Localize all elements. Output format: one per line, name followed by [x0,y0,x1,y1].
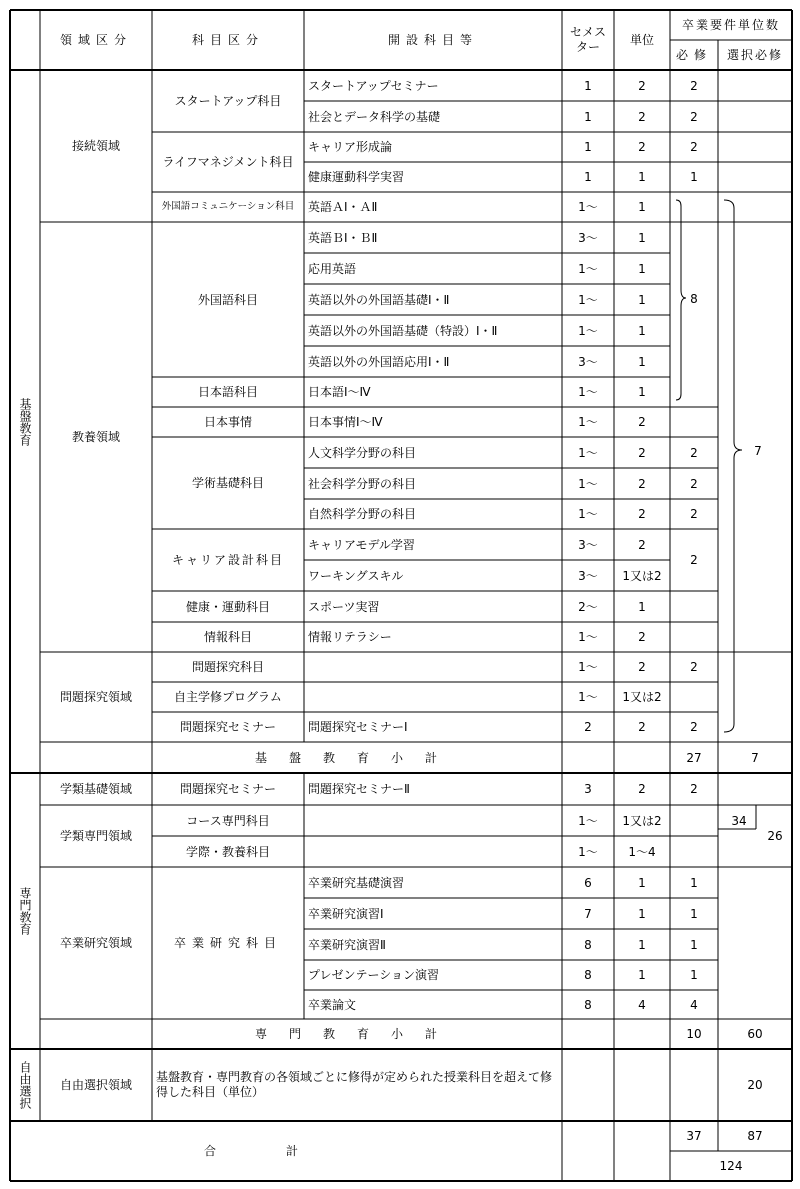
course-name [304,805,566,836]
free-elective-value: 20 [747,1078,763,1092]
units-value: 1 [638,968,646,982]
units-value: 4 [638,997,646,1012]
required-value [670,222,718,253]
units-value: 2 [638,660,646,674]
header-requirement: 卒業要件単位数 [681,18,780,32]
fl-total-value: 8 [690,292,698,306]
basic-subtotal-text: 基盤教育小計 [254,750,459,765]
units-value: 1～4 [628,844,656,859]
course-name: 卒業研究演習Ⅰ [308,906,384,921]
course-name: 卒業論文 [308,997,357,1012]
category-fl: 外国語科目 [197,292,258,307]
total-label [10,1121,562,1181]
units-value: 2 [638,140,646,154]
semester-value: 8 [584,997,592,1012]
semester-value: 1～ [578,660,598,674]
semester-value: 1～ [578,323,598,338]
course-name: 自然科学分野の科目 [308,507,417,521]
course-name: プレゼンテーション演習 [308,968,440,982]
category-inquiry-sem: 問題探究セミナー [179,720,276,734]
total-required: 37 [686,1129,702,1143]
category-health: 健康・運動科目 [185,599,270,614]
course-name: 応用英語 [308,261,357,276]
section-basic: 基盤教育 [18,397,32,446]
area-liberal: 教養領域 [71,430,120,444]
header-required: 必修 [675,48,712,62]
required-value [670,622,718,652]
required-value [670,407,718,437]
units-value: 1又は2 [622,813,662,828]
area-connection: 接続領域 [71,139,120,153]
course-name: 問題探究セミナーⅡ [308,782,410,796]
basic-subtotal-label [152,742,562,773]
semester-value: 3 [584,782,592,796]
header-semester: セメスター [569,25,606,54]
required-value: 2 [690,109,698,124]
category-jp: 日本語科目 [197,385,258,399]
units-value: 1 [638,323,646,338]
units-value: 1 [638,385,646,399]
basic-subtotal-required: 27 [686,750,702,765]
required-value: 1 [690,875,698,890]
required-value: 2 [690,660,698,674]
course-name: キャリアモデル学習 [308,537,415,552]
course-name [304,652,566,682]
category-course-major: コース専門科目 [186,813,270,828]
semester-value: 1～ [578,445,598,460]
category-jpaffairs: 日本事情 [203,415,252,429]
course-name: 情報リテラシー [308,630,392,644]
required-value: 1 [690,968,698,982]
units-value: 1 [638,170,646,184]
semester-value: 1 [584,109,592,124]
units-value: 1 [638,354,646,369]
units-value: 2 [638,507,646,521]
required-value [670,377,718,407]
course-name: キャリア形成論 [308,140,393,154]
semester-value: 1～ [578,415,598,429]
spec-subtotal-text: 専門教育小計 [254,1027,459,1041]
header-elective: 選択必修 [726,48,783,62]
major-elective-value: 34 [731,814,747,828]
category-life: ライフマネジメント科目 [162,155,294,169]
header-course: 開設科目等 [387,33,478,47]
required-value [670,836,718,867]
units-value: 2 [638,630,646,644]
course-name [304,682,566,712]
course-name: スタートアップセミナー [308,78,439,93]
category-startup: スタートアップ科目 [174,94,282,108]
free-description: 基盤教育・専門教育の各領域ごとに修得が定められた授業科目を超えて修得した科目（単位） [156,1070,553,1099]
category-inquiry-sem2: 問題探究セミナー [179,782,276,796]
units-value: 2 [638,476,646,491]
required-value [670,192,718,222]
spec-subtotal-required: 10 [686,1027,702,1041]
units-value: 1 [638,230,646,245]
units-value: 1 [638,906,646,921]
course-name: 健康運動科学実習 [308,170,405,184]
semester-value: 6 [584,875,592,890]
category-inquiry-subj: 問題探究科目 [191,660,264,674]
semester-value: 1 [584,170,592,184]
course-name: 卒業研究基礎演習 [308,875,405,890]
units-value: 1 [638,292,646,307]
course-name: 英語ＡⅠ・ＡⅡ [308,200,378,214]
category-selfstudy: 自主学修プログラム [174,690,282,704]
semester-value: 8 [584,968,592,982]
semester-value: 1～ [578,200,598,214]
course-name: 問題探究セミナーⅠ [308,720,408,734]
semester-value: 1～ [578,385,598,399]
required-value [670,315,718,346]
semester-value: 1～ [578,507,598,521]
semester-value: 1 [584,140,592,154]
spec-subtotal-label [152,1019,562,1049]
required-value: 2 [690,720,698,734]
area-faculty-basic: 学類基礎領域 [59,782,132,796]
units-value: 1 [638,599,646,614]
units-value: 1 [638,200,646,214]
required-value: 2 [690,507,698,521]
course-name: 英語以外の外国語基礎（特設）Ⅰ・Ⅱ [308,323,498,338]
required-value [670,253,718,284]
semester-value: 3～ [578,354,598,369]
course-name: 社会とデータ科学の基礎 [308,109,441,124]
units-value: 1又は2 [622,690,662,704]
units-value: 2 [638,78,646,93]
course-name: 英語以外の外国語基礎Ⅰ・Ⅱ [308,292,450,307]
semester-value: 2 [584,720,592,734]
basic-subtotal-elective: 7 [751,750,759,765]
required-value [670,591,718,622]
units-value: 2 [638,445,646,460]
required-value [670,682,718,712]
header-category: 科目区分 [191,33,264,47]
course-name: 卒業研究演習Ⅱ [308,937,386,952]
required-value: 2 [690,140,698,154]
category-info: 情報科目 [203,630,252,644]
units-value: 1 [638,937,646,952]
units-value: 2 [638,415,646,429]
course-name: 英語ＢⅠ・ＢⅡ [308,230,378,245]
semester-value: 3～ [578,230,598,245]
course-name: 社会科学分野の科目 [308,476,417,491]
units-value: 2 [638,720,646,734]
required-value: 4 [690,997,698,1012]
total-label-text: 合計 [203,1144,368,1158]
category-interdisc: 学際・教養科目 [185,844,270,859]
semester-value: 3～ [578,568,598,583]
semester-value: 1～ [578,292,598,307]
semester-value: 1～ [578,476,598,491]
semester-value: 8 [584,937,592,952]
area-free: 自由選択領域 [59,1078,132,1092]
area-faculty-major: 学類専門領域 [59,829,132,843]
units-value: 2 [638,537,646,552]
semester-value: 1～ [578,813,598,828]
units-value: 1 [638,875,646,890]
required-value: 2 [690,476,698,491]
category-flcomm: 外国語コミュニケーション科目 [161,201,295,212]
required-value: 1 [690,937,698,952]
required-value: 1 [690,170,698,184]
spec-subtotal-elective: 60 [747,1027,763,1041]
course-name: スポーツ実習 [308,599,380,614]
course-name: 日本語Ⅰ～Ⅳ [308,385,371,399]
required-value: 2 [690,78,698,93]
required-value: 1 [690,906,698,921]
area-thesis: 卒業研究領域 [59,936,132,950]
semester-value: 1～ [578,630,598,644]
required-value [670,805,718,836]
units-value: 1又は2 [622,568,662,583]
header-area: 領域区分 [59,33,132,47]
semester-value: 7 [584,906,592,921]
semester-value: 1 [584,78,592,93]
units-value: 1 [638,261,646,276]
required-value: 2 [690,445,698,460]
specialized-elective-value: 26 [767,829,783,843]
category-career: キャリア設計科目 [171,553,284,567]
total-grand: 124 [719,1159,743,1173]
category-thesis: 卒業研究科目 [173,936,282,950]
semester-value: 1～ [578,844,598,859]
course-name: 日本事情Ⅰ～Ⅳ [308,415,383,429]
liberal-elective-value: 7 [754,444,762,458]
header-units: 単位 [629,33,654,47]
units-value: 2 [638,109,646,124]
required-value [670,346,718,377]
course-name: 英語以外の外国語応用Ⅰ・Ⅱ [308,354,450,369]
units-value: 2 [638,782,646,796]
category-academic: 学術基礎科目 [191,476,264,490]
area-inquiry: 問題探究領域 [59,690,132,704]
course-name: 人文科学分野の科目 [308,445,417,460]
semester-value: 1～ [578,261,598,276]
course-name [304,836,566,867]
required-value: 2 [690,782,698,796]
career-required-value: 2 [690,553,698,567]
section-specialized: 専門教育 [18,887,32,935]
semester-value: 3～ [578,537,598,552]
section-free: 自由選択 [18,1061,32,1109]
semester-value: 1～ [578,690,598,704]
total-elective: 87 [747,1129,763,1143]
course-name: ワーキングスキル [308,568,404,583]
semester-value: 2～ [578,599,598,614]
